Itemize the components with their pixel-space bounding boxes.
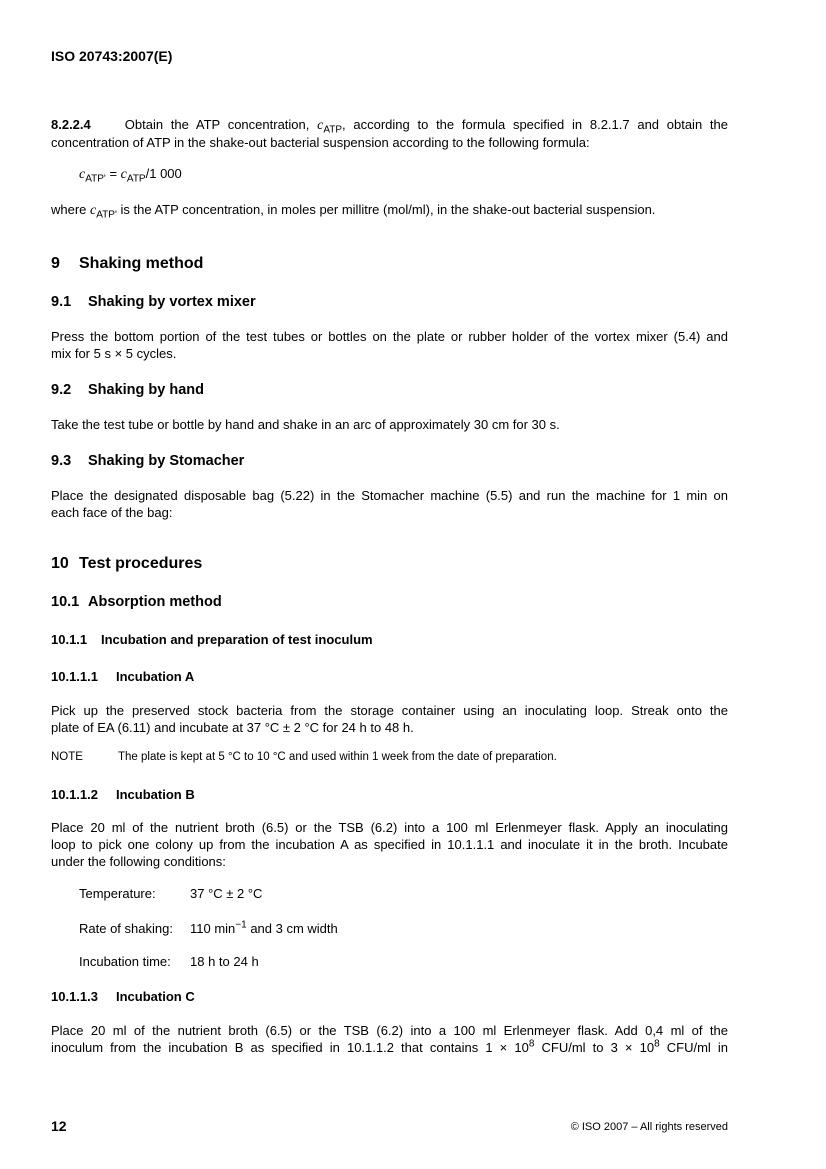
section-title: Incubation and preparation of test inoculum [101,632,373,647]
paragraph-line: under the following conditions: [51,854,226,869]
section-number: 10.1.1 [51,632,88,647]
section-9-2-heading [51,382,204,398]
clause-text: , according to the formula specified in 8.2.1.7 and obtain the [342,117,728,132]
section-10-1-1-3-text [51,1022,728,1056]
section-number: 9 [51,255,60,272]
subscript-atp-prime: ATP' [96,209,117,221]
subscript-atp: ATP [323,124,343,136]
clause-text: Obtain the ATP concentration, [124,117,318,132]
section-10-1-1-1-heading [51,669,194,684]
paragraph-text: CFU/ml to 3 × 10 [534,1040,655,1055]
page-number: 12 [51,1118,67,1134]
note-text: The plate is kept at 5 °C to 10 °C and used within 1 week from the date of preparation. [118,751,557,763]
var-c: c [317,118,324,133]
paragraph-line: mix for 5 s × 5 cycles. [51,346,177,361]
clause-number: 8.2.2.4 [51,117,91,132]
section-number: 9.1 [51,294,72,310]
section-9-1-text [51,328,728,362]
section-title: Test procedures [79,555,203,572]
var-c: c [90,203,97,218]
section-title: Shaking method [79,255,204,272]
paragraph-line: Place the designated disposable bag (5.22) in the Stomacher machine (5.5) and run the machine for 1 min on [51,488,728,503]
section-number: 9.3 [51,453,72,469]
section-title: Shaking by vortex mixer [88,294,256,310]
document-id-header: ISO 20743:2007(E) [51,48,173,64]
section-title: Incubation C [116,989,195,1004]
section-number: 10 [51,555,69,572]
section-10-1-1-3-heading [51,989,195,1004]
section-10-1-1-1-text [51,702,728,736]
condition-rate-of-shaking [79,920,679,937]
condition-value: 18 h to 24 h [190,954,259,969]
superscript: −1 [235,919,247,931]
paragraph-line: Place 20 ml of the nutrient broth (6.5) or the TSB (6.2) into a 100 ml Erlenmeyer flask. Apply an inoculating [51,820,728,835]
section-9-2-text: Take the test tube or bottle by hand and shake in an arc of approximately 30 cm for 30 s. [51,417,560,432]
subscript-atp-prime: ATP' [85,173,106,185]
paragraph-line: plate of EA (6.11) and incubate at 37 °C ± 2 °C for 24 h to 48 h. [51,720,414,735]
section-9-heading [51,255,203,273]
note-label: NOTE [51,751,83,763]
var-c: c [79,167,86,182]
condition-value: 110 min [190,921,236,936]
section-number: 10.1 [51,594,80,610]
clause-8-2-2-4 [51,116,728,151]
paragraph-line: loop to pick one colony up from the incubation A as specified in 10.1.1.1 and inoculate it in the broth. Incubate [51,837,728,852]
paragraph-text: inoculum from the incubation B as specified in 10.1.1.2 that contains 1 × 10 [51,1040,529,1055]
section-number: 10.1.1.2 [51,787,98,802]
paragraph-line: each face of the bag: [51,505,173,520]
paragraph-line: Pick up the preserved stock bacteria from the storage container using an inoculating loop. Streak onto the [51,703,728,718]
where-text: where [51,202,91,217]
condition-value: 37 °C ± 2 °C [190,886,263,901]
section-10-1-1-2-text [51,819,728,870]
section-number: 10.1.1.3 [51,989,98,1004]
equals-sign: = [105,166,121,181]
section-number: 9.2 [51,382,72,398]
condition-value: and 3 cm width [246,921,338,936]
section-title: Shaking by Stomacher [88,453,245,469]
section-10-heading [51,555,202,573]
condition-temperature [79,885,679,902]
condition-label: Rate of shaking: [79,921,173,936]
section-9-3-heading [51,453,244,469]
section-10-1-1-heading [51,632,373,647]
section-9-1-heading [51,294,256,310]
paragraph-line: Press the bottom portion of the test tubes or bottles on the plate or rubber holder of the vortex mixer (5.4) and [51,329,728,344]
document-page [51,0,728,1169]
paragraph-line: Place 20 ml of the nutrient broth (6.5) or the TSB (6.2) into a 100 ml Erlenmeyer flask. Add 0,4 ml of the [51,1023,728,1038]
superscript: 8 [528,1038,535,1050]
formula [79,166,182,183]
section-title: Incubation A [116,669,195,684]
section-title: Shaking by hand [88,382,205,398]
note [51,751,557,763]
clause-text-line2: concentration of ATP in the shake-out bacterial suspension according to the following formula: [51,135,590,150]
paragraph-line [51,1039,728,1056]
superscript: 8 [654,1038,660,1050]
where-text: is the ATP concentration, in moles per millitre (mol/ml), in the shake-out bacterial suspension. [116,202,656,217]
paragraph-text: CFU/ml in [659,1040,729,1055]
subscript-atp: ATP [126,173,146,185]
copyright-notice: © ISO 2007 – All rights reserved [570,1121,728,1133]
section-title: Incubation B [116,787,195,802]
section-title: Absorption method [88,594,222,610]
where-clause [51,201,728,219]
formula-divisor: /1 000 [145,166,182,181]
section-10-1-heading [51,594,222,610]
section-number: 10.1.1.1 [51,669,98,684]
condition-label: Temperature: [79,886,156,901]
section-9-3-text [51,487,728,521]
var-c: c [120,167,127,182]
section-10-1-1-2-heading [51,787,195,802]
condition-label: Incubation time: [79,954,171,969]
condition-incubation-time [79,953,679,970]
